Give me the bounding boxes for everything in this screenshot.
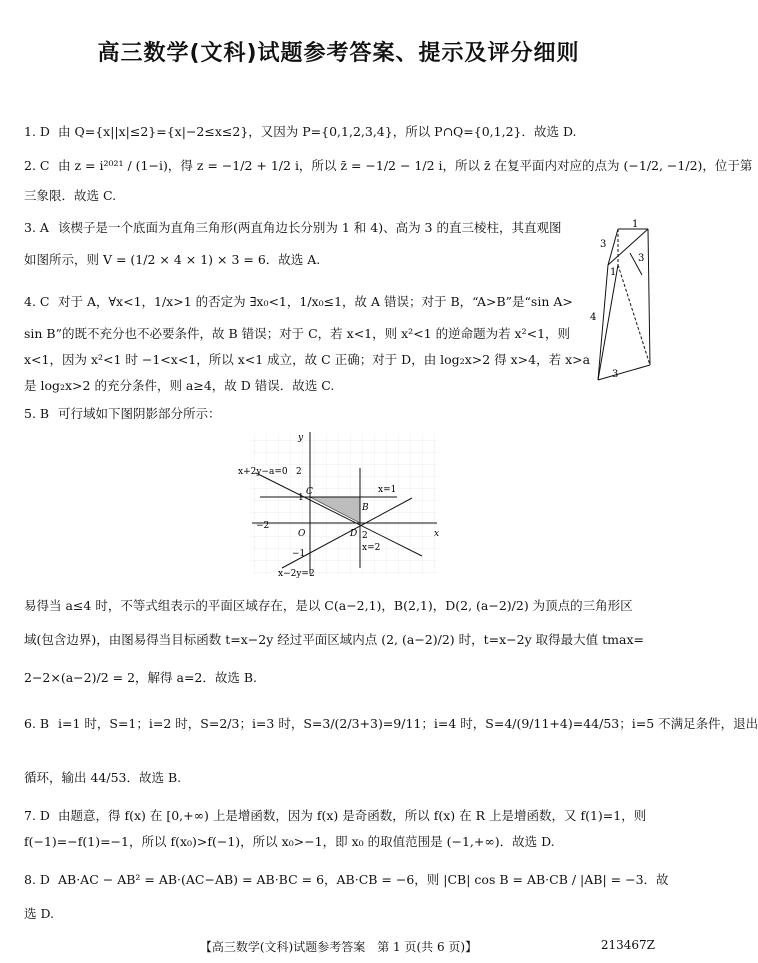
answer-7-number: 7. D	[24, 808, 50, 823]
tick-y-neg1: −1	[292, 549, 306, 559]
page-footer: 【高三数学(文科)试题参考答案 第 1 页(共 6 页)】	[199, 940, 478, 954]
answer-6-number: 6. B	[24, 716, 50, 731]
document-code: 213467Z	[600, 938, 655, 952]
answer-5-line-1: 5. B 可行域如下图阴影部分所示：	[24, 406, 221, 421]
tick-y-2: 2	[296, 467, 302, 477]
point-C-label: C	[306, 487, 313, 497]
answer-4-line-2: sin B”的既不充分也不必要条件，故 B 错误；对于 C，若 x<1，则 x²<1 的逆命题为若 x²<1，则	[24, 326, 571, 341]
x-axis-label: x	[434, 529, 440, 539]
prism-label-top: 1	[632, 219, 639, 230]
answer-7-line-2: f(−1)=−f(1)=−1，所以 f(x₀)>f(−1)，所以 x₀>−1，即 x₀ 的取值范围是 (−1,+∞)．故选 D.	[24, 834, 555, 849]
prism-label-side: 4	[590, 312, 597, 323]
answer-8-line-2: 选 D.	[24, 906, 55, 921]
tick-y-1: 1	[298, 493, 304, 503]
answer-3-line-2: 如图所示，则 V = (1/2 × 4 × 1) × 3 = 6．故选 A.	[24, 252, 321, 267]
answer-7-line-1: 7. D 由题意，得 f(x) 在 [0,+∞) 上是增函数，因为 f(x) 是奇函数，所以 f(x) 在 R 上是增函数，又 f(1)=1，则	[24, 808, 647, 823]
answer-5-explanation-line-2: 域(包含边界)，由图易得当目标函数 t=x−2y 经过平面区域内点 (2, (a−2)/2) 时，t=x−2y 取得最大值 tmax=	[24, 632, 644, 647]
point-B-label: B	[362, 503, 369, 513]
line2-label: x=1	[378, 485, 397, 495]
y-axis-label: y	[298, 433, 304, 443]
prism-label-bottom: 3	[612, 369, 619, 380]
answer-6-line-1: 6. B i=1 时，S=1；i=2 时，S=2/3；i=3 时，S=3/(2/3+3)=9/11；i=4 时，S=4/(9/11+4)=44/53；i=5 不满足条件，退出	[24, 716, 758, 731]
feasible-region-graph	[238, 428, 442, 579]
prism-label-mid: 1	[610, 267, 617, 278]
line1-label: x+2y−a=0	[238, 467, 288, 477]
prism-label-left: 3	[600, 239, 607, 250]
answer-4-number: 4. C	[24, 294, 50, 309]
answer-1-line-1: 1. D 由 Q={x||x|≤2}={x|−2≤x≤2}，又因为 P={0,1,2,3,4}，所以 P∩Q={0,1,2}．故选 D.	[24, 124, 577, 139]
answer-5-explanation-line-3: 2−2×(a−2)/2 = 2，解得 a=2．故选 B.	[24, 670, 258, 685]
answer-8-number: 8. D	[24, 872, 50, 887]
answer-4-line-4: 是 log₂x>2 的充分条件，则 a≥4，故 D 错误．故选 C.	[24, 378, 335, 393]
point-D-tick: 2	[362, 531, 368, 541]
answer-6-line-2: 循环，输出 44/53．故选 B.	[24, 770, 182, 785]
page-title: 高三数学(文科)试题参考答案、提示及评分细则	[97, 41, 580, 66]
prism-figure	[590, 215, 662, 385]
answer-5-explanation-line-1: 易得当 a≤4 时，不等式组表示的平面区域存在，是以 C(a−2,1)，B(2,1)，D(2, (a−2)/2) 为顶点的三角形区	[24, 598, 633, 613]
answer-2-line-1: 2. C 由 z = i²⁰²¹ / (1−i)，得 z = −1/2 + 1/2 i，所以 z̄ = −1/2 − 1/2 i，所以 z̄ 在复平面内对应的点为 (−1/2, −1/2)，位于第	[24, 158, 753, 173]
answer-2-number: 2. C	[24, 158, 50, 173]
tick-label-neg2: x−2y=2	[278, 569, 315, 579]
answer-4-line-3: x<1，因为 x²<1 时 −1<x<1，所以 x<1 成立，故 C 正确；对于 D，由 log₂x>2 得 x>4，若 x>a	[24, 352, 591, 367]
answer-4-line-1: 4. C 对于 A，∀x<1，1/x>1 的否定为 ∃x₀<1，1/x₀≤1，故 A 错误；对于 B，“A>B”是“sin A>	[24, 294, 573, 309]
answer-2-line-2: 三象限．故选 C.	[24, 188, 117, 203]
answer-1-number: 1. D	[24, 124, 50, 139]
answer-3-number: 3. A	[24, 220, 49, 235]
answer-5-number: 5. B	[24, 406, 50, 421]
origin-label: O	[298, 529, 306, 539]
tick-x-neg2: −2	[256, 521, 270, 531]
answer-3-line-1: 3. A 该楔子是一个底面为直角三角形(两直角边长分别为 1 和 4)、高为 3 的直三棱柱，其直观图	[24, 220, 562, 235]
point-D-label: D	[350, 529, 358, 539]
prism-label-right: 3	[638, 253, 645, 264]
answer-8-line-1: 8. D AB·AC − AB² = AB·(AC−AB) = AB·BC = 6，AB·CB = −6，则 |CB| cos B = AB·CB / |AB| = −3．故	[24, 872, 669, 887]
line3-label: x=2	[362, 543, 381, 553]
